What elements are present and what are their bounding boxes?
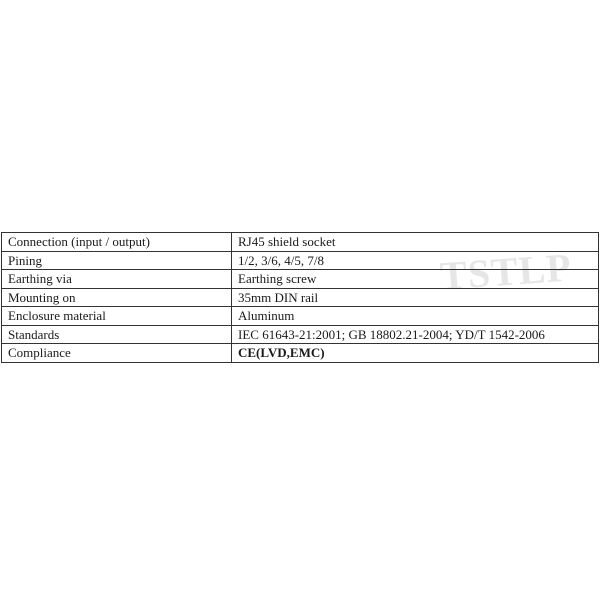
spec-label: Mounting on [2, 288, 232, 307]
specifications-table [1, 232, 599, 363]
table-row [2, 325, 599, 344]
table-row [2, 344, 599, 363]
spec-value: 35mm DIN rail [232, 288, 599, 307]
spec-value: 1/2, 3/6, 4/5, 7/8 [232, 251, 599, 270]
spec-label: Connection (input / output) [2, 233, 232, 252]
table-row [2, 251, 599, 270]
spec-value: IEC 61643-21:2001; GB 18802.21-2004; YD/T 1542-2006 [232, 325, 599, 344]
spec-value: CE(LVD,EMC) [232, 344, 599, 363]
table-row [2, 307, 599, 326]
spec-label: Standards [2, 325, 232, 344]
spec-label: Compliance [2, 344, 232, 363]
table-row [2, 233, 599, 252]
spec-value: Earthing screw [232, 270, 599, 289]
spec-label: Enclosure material [2, 307, 232, 326]
spec-label: Earthing via [2, 270, 232, 289]
spec-value: Aluminum [232, 307, 599, 326]
watermark-logo: TSTLP [438, 244, 574, 299]
table-row [2, 270, 599, 289]
table-row [2, 288, 599, 307]
spec-label: Pining [2, 251, 232, 270]
spec-value: RJ45 shield socket [232, 233, 599, 252]
